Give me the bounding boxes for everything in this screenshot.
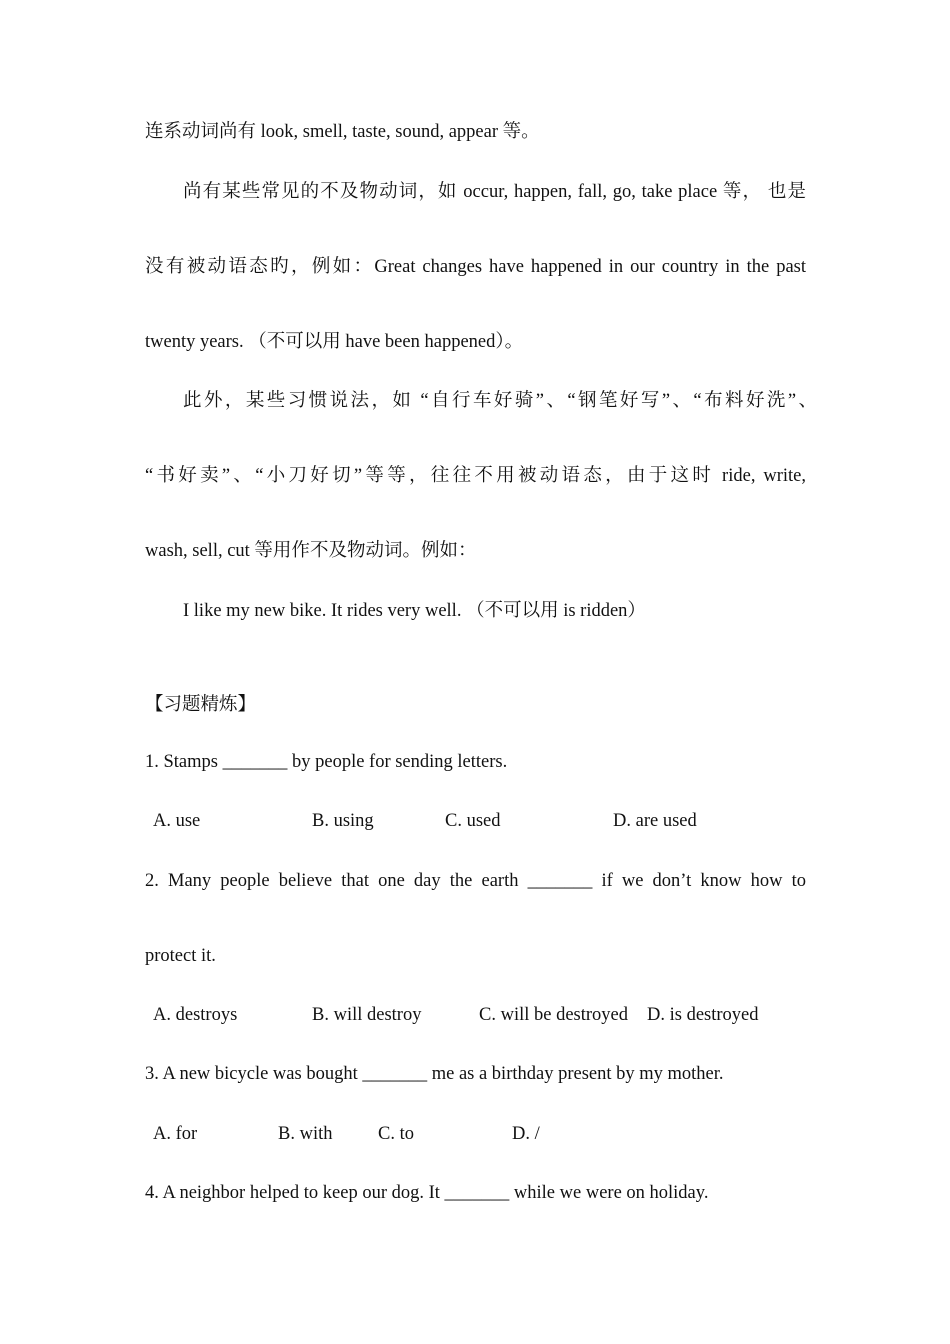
paragraph-idioms-line1: 此外，某些习惯说法，如 “自行车好骑”、“钢笔好写”、“布料好洗”、 [183,391,817,411]
question-1-option-c: C. used [445,811,501,831]
section-title: 【习题精炼】 [145,695,257,715]
question-3-option-a: A. for [153,1124,198,1144]
paragraph-linking-verbs: 连系动词尚有 look, smell, taste, sound, appear 等。 [145,122,540,142]
question-2-option-c: C. will be destroyed [479,1005,629,1025]
question-3-option-b: B. with [278,1124,333,1144]
paragraph-intransitive-verbs-line2: 没有被动语态旳，例如：Great changes have happened in our country in the past [145,257,806,277]
question-3-option-c: C. to [378,1124,414,1144]
paragraph-idioms-line2: “书好卖”、“小刀好切”等等，往往不用被动语态，由于这时 ride, write, [145,466,806,486]
paragraph-intransitive-verbs-line1: 尚有某些常见的不及物动词，如 occur, happen, fall, go, take place 等， 也是 [183,182,806,202]
question-2-option-d: D. is destroyed [647,1005,759,1025]
paragraph-idioms-line3: wash, sell, cut 等用作不及物动词。例如： [145,541,477,561]
question-3-option-d: D. / [512,1124,540,1144]
paragraph-intransitive-verbs-line3: twenty years. （不可以用 have been happened）。 [145,332,524,352]
question-1-option-d: D. are used [613,811,697,831]
question-4-stem: 4. A neighbor helped to keep our dog. It _______ while we were on holiday. [145,1183,709,1203]
question-2-stem-line2: protect it. [145,946,216,966]
question-3-stem: 3. A new bicycle was bought _______ me as a birthday present by my mother. [145,1064,724,1084]
question-2-option-b: B. will destroy [312,1005,422,1025]
question-2-option-a: A. destroys [153,1005,238,1025]
question-1-option-b: B. using [312,811,374,831]
question-2-stem-line1: 2. Many people believe that one day the earth _______ if we don’t know how to [145,871,806,891]
question-1-stem: 1. Stamps _______ by people for sending letters. [145,752,508,772]
example-sentence: I like my new bike. It rides very well. （不可以用 is ridden） [183,601,646,621]
question-1-option-a: A. use [153,811,201,831]
